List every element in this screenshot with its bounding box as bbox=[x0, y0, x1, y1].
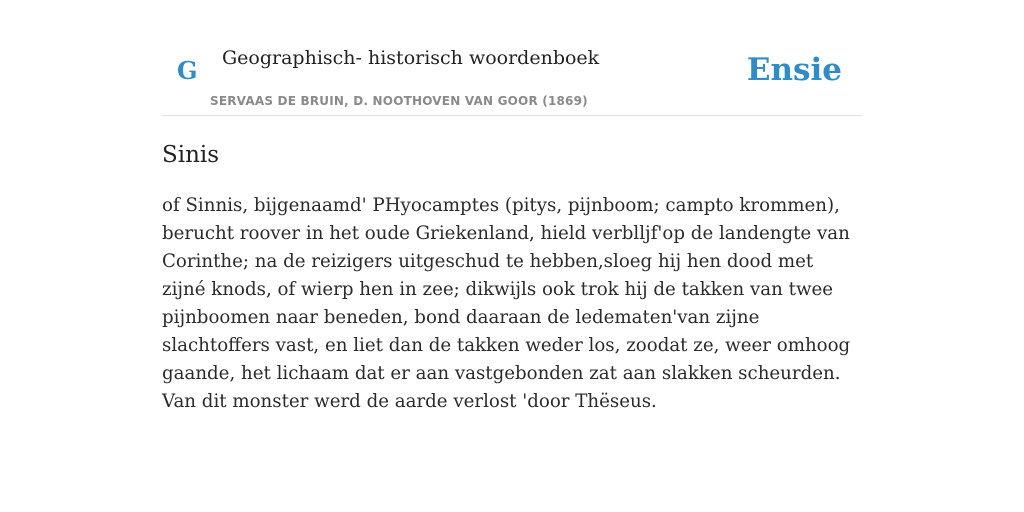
book-letter-link[interactable]: G bbox=[177, 56, 198, 85]
entry-title: Sinis bbox=[162, 142, 220, 168]
entry-body: of Sinnis, bijgenaamd' PHyocamptes (pitys, pijnboom; campto krommen), berucht roover in het oude Griekenland, hield verblljf'op de landengte van Corinthe; na de reizigers uitgeschud te hebben,sloeg hij hen dood met zijné knods, of wierp hen in zee; dikwijls ook trok hij de takken van twee pijnboomen naar beneden, bond daaraan de ledematen'van zijne slachtoffers vast, en liet dan de takken weder los, zoodat ze, weer omhoog gaande, het lichaam dat er aan vastgebonden zat aan slakken scheurden. Van dit monster werd de aarde verlost 'door Thëseus. bbox=[162, 195, 851, 412]
ensie-logo-link[interactable]: Ensie bbox=[746, 52, 842, 88]
book-header bbox=[162, 0, 862, 116]
article-page bbox=[162, 0, 862, 512]
book-authors: SERVAAS DE BRUIN, D. NOOTHOVEN VAN GOOR (1869) bbox=[210, 94, 588, 108]
book-title-link[interactable]: Geographisch- historisch woordenboek bbox=[222, 47, 600, 69]
